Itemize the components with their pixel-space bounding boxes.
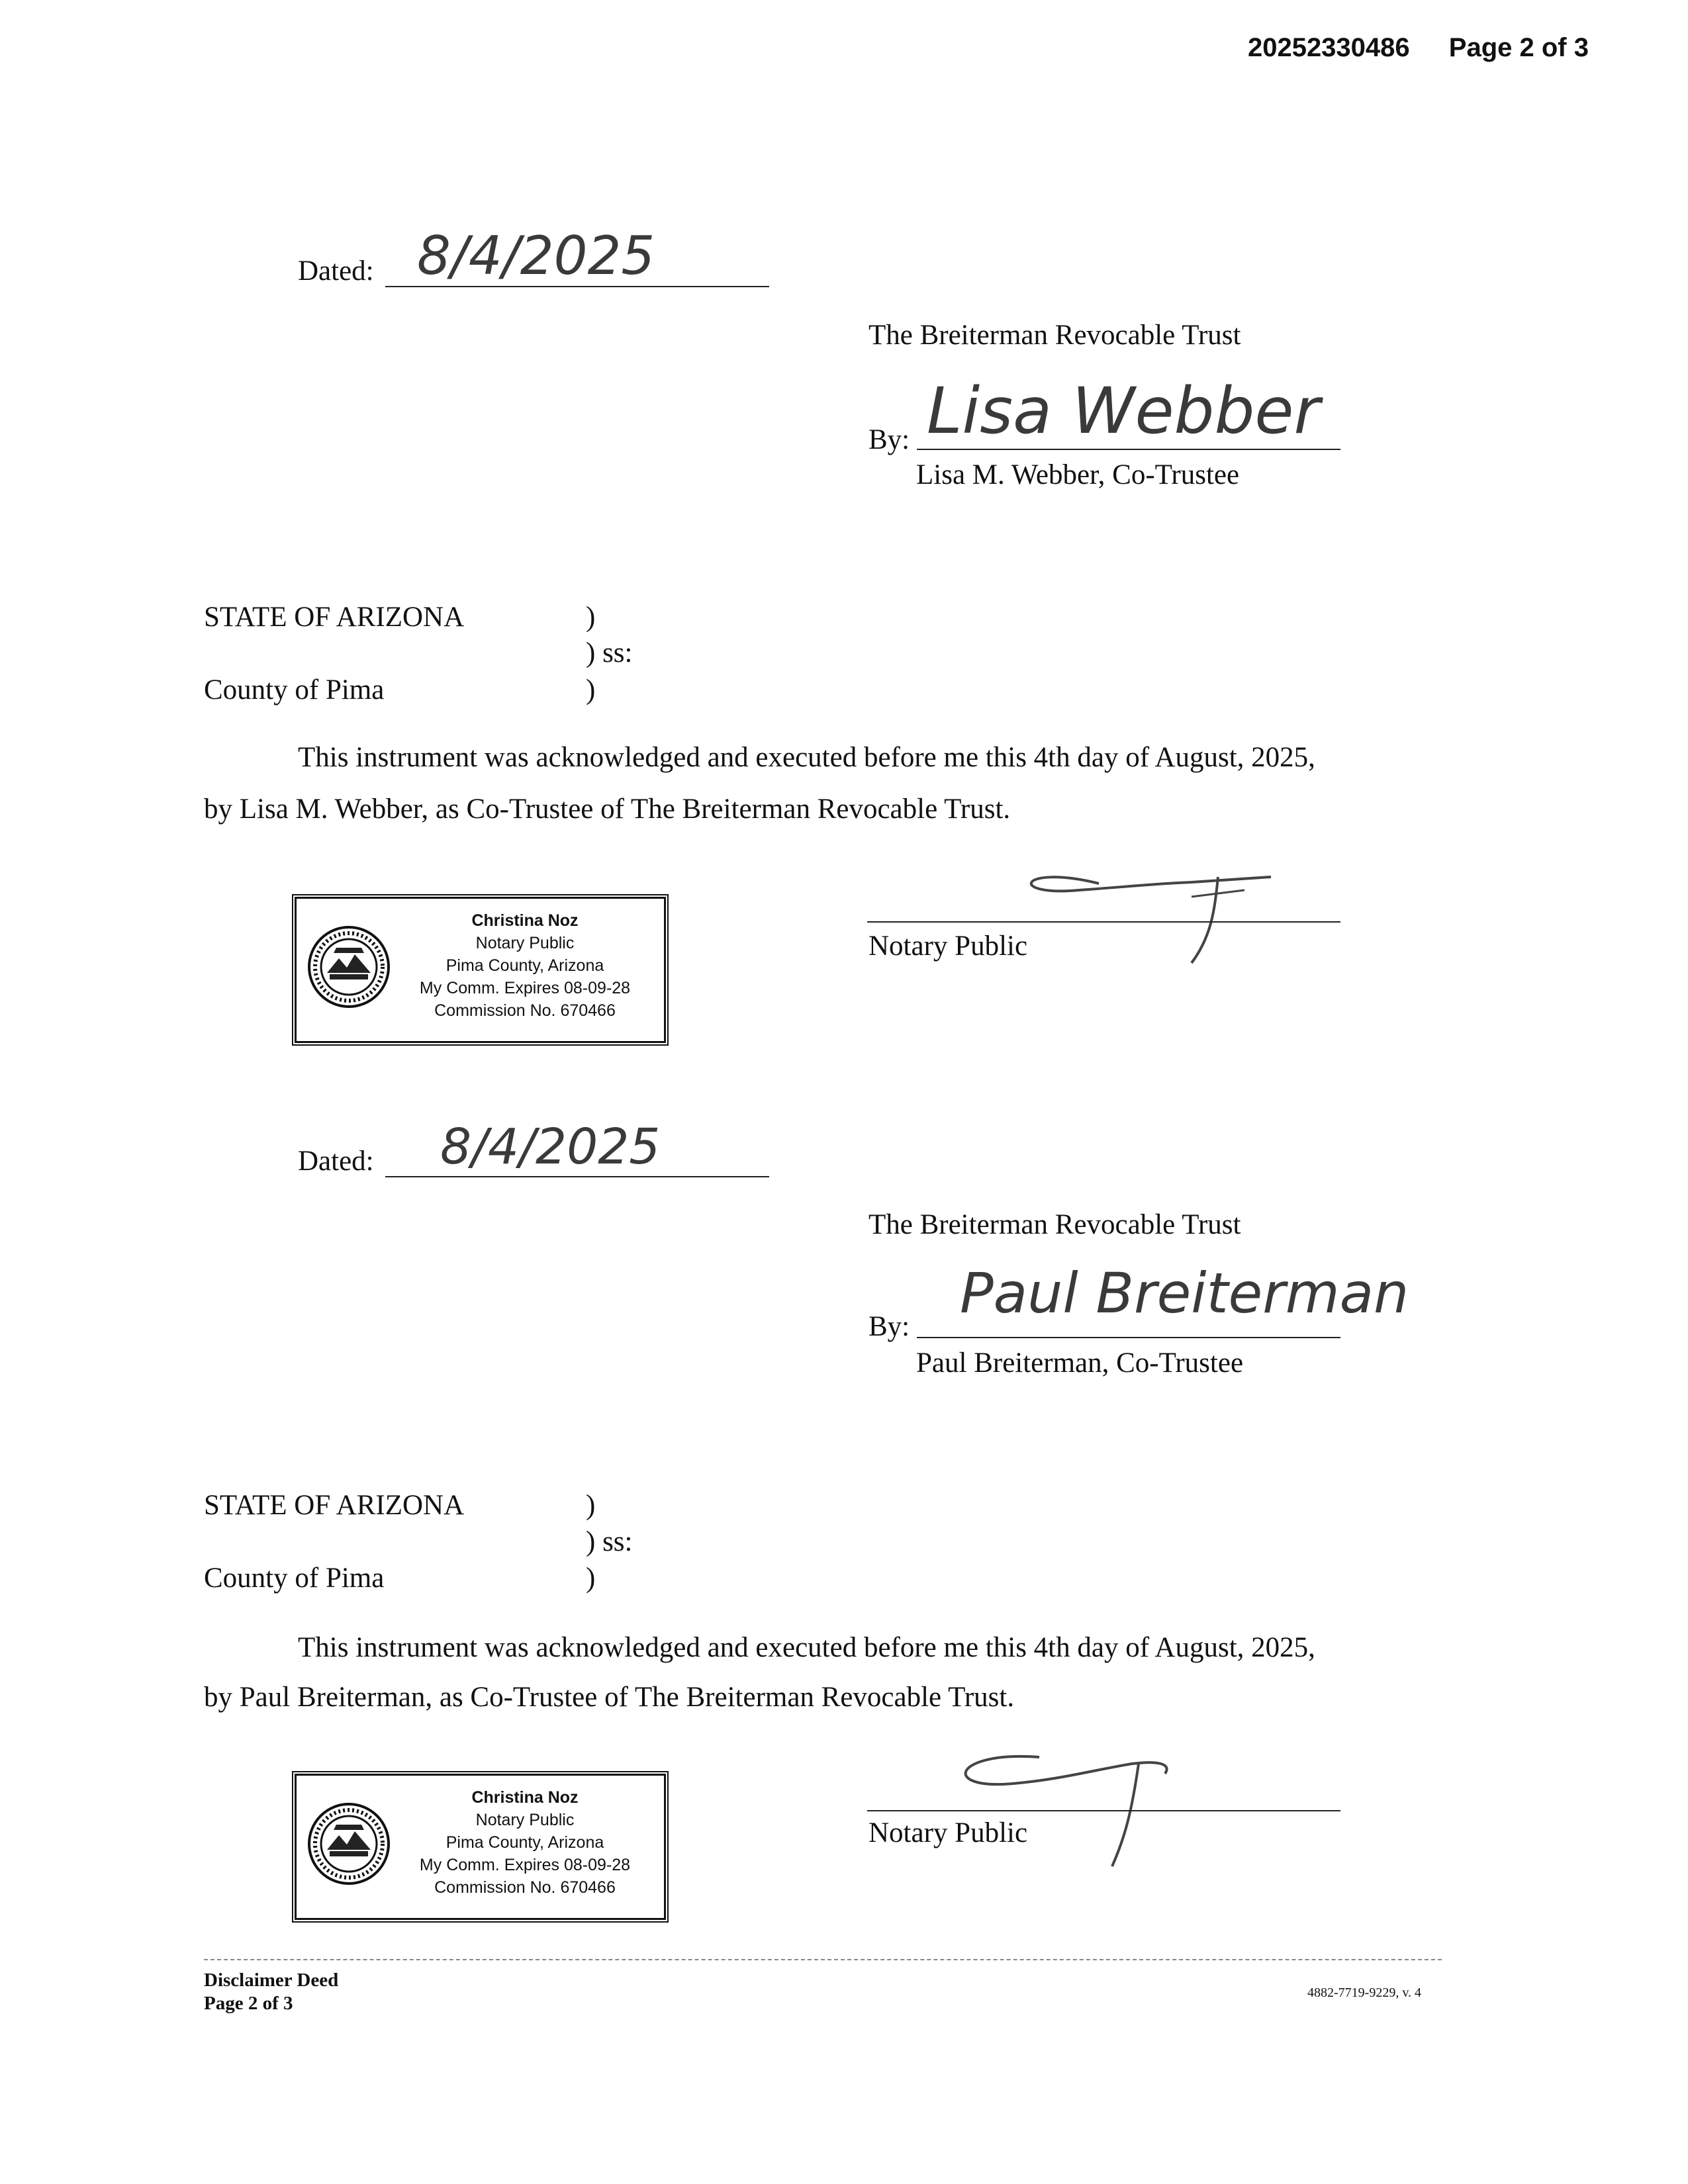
dated-label: Dated: <box>298 1146 374 1177</box>
footer-doc-ref: 4882-7719-9229, v. 4 <box>1307 1985 1422 2000</box>
acknowledgment-line-1: This instrument was acknowledged and executed before me this 4th day of August, 2025, <box>298 742 1315 773</box>
arizona-seal-icon <box>307 1802 391 1886</box>
notary-title: Notary Public <box>475 934 575 952</box>
venue-county: County of Pima <box>204 674 385 705</box>
venue-paren: ) <box>586 1490 596 1521</box>
notary-county: Pima County, Arizona <box>445 956 604 975</box>
notary-name: Christina Noz <box>471 1788 579 1807</box>
arizona-seal-icon <box>307 925 391 1009</box>
venue-paren: ) <box>586 674 596 705</box>
acknowledgment-line-1: This instrument was acknowledged and executed before me this 4th day of August, 2025, <box>298 1632 1315 1663</box>
notary-title: Notary Public <box>475 1811 575 1829</box>
acknowledgment-line-2: by Paul Breiterman, as Co-Trustee of The Breiterman Revocable Trust. <box>204 1682 1015 1713</box>
dated-line <box>385 1176 769 1177</box>
by-label: By: <box>868 1311 910 1342</box>
venue-state: STATE OF ARIZONA <box>204 1490 465 1521</box>
footer-page-number: Page 2 of 3 <box>204 1993 293 2014</box>
notary-public-label: Notary Public <box>868 931 1028 962</box>
notary-signature-1 <box>993 850 1284 970</box>
recording-number: 20252330486 <box>1247 33 1410 62</box>
signature-lisa-webber: Lisa Webber <box>927 374 1320 448</box>
by-label: By: <box>868 424 910 455</box>
signature-paul-breiterman: Paul Breiterman <box>960 1261 1409 1326</box>
venue-ss: ) ss: <box>586 1526 633 1557</box>
venue-county: County of Pima <box>204 1563 385 1594</box>
footer-divider <box>204 1959 1442 1960</box>
page-header <box>1216 33 1589 63</box>
trust-name: The Breiterman Revocable Trust <box>868 1209 1241 1240</box>
signature-line <box>917 449 1340 450</box>
signature-line <box>917 1337 1340 1338</box>
footer-doc-title: Disclaimer Deed <box>204 1970 339 1991</box>
dated-handwritten: 8/4/2025 <box>440 1118 661 1175</box>
signer-name: Lisa M. Webber, Co-Trustee <box>916 459 1240 490</box>
notary-expiration: My Comm. Expires 08-09-28 <box>419 1856 631 1874</box>
notary-stamp <box>295 897 666 1043</box>
notary-county: Pima County, Arizona <box>445 1833 604 1852</box>
notary-signature-line <box>867 1810 1340 1811</box>
notary-stamp <box>295 1774 666 1920</box>
venue-paren: ) <box>586 602 596 633</box>
notary-commission: Commission No. 670466 <box>434 1001 616 1020</box>
notary-commission: Commission No. 670466 <box>434 1878 616 1897</box>
notary-signature-2 <box>940 1737 1218 1870</box>
notary-expiration: My Comm. Expires 08-09-28 <box>419 979 631 997</box>
venue-state: STATE OF ARIZONA <box>204 602 465 633</box>
dated-label: Dated: <box>298 255 374 287</box>
dated-handwritten: 8/4/2025 <box>417 225 655 287</box>
venue-ss: ) ss: <box>586 637 633 668</box>
notary-signature-line <box>867 921 1340 923</box>
acknowledgment-line-2: by Lisa M. Webber, as Co-Trustee of The Breiterman Revocable Trust. <box>204 794 1011 825</box>
trust-name: The Breiterman Revocable Trust <box>868 320 1241 351</box>
signer-name: Paul Breiterman, Co-Trustee <box>916 1347 1244 1379</box>
venue-paren: ) <box>586 1563 596 1594</box>
notary-name: Christina Noz <box>471 911 579 930</box>
notary-public-label: Notary Public <box>868 1817 1028 1848</box>
header-page-number: Page 2 of 3 <box>1448 33 1589 62</box>
